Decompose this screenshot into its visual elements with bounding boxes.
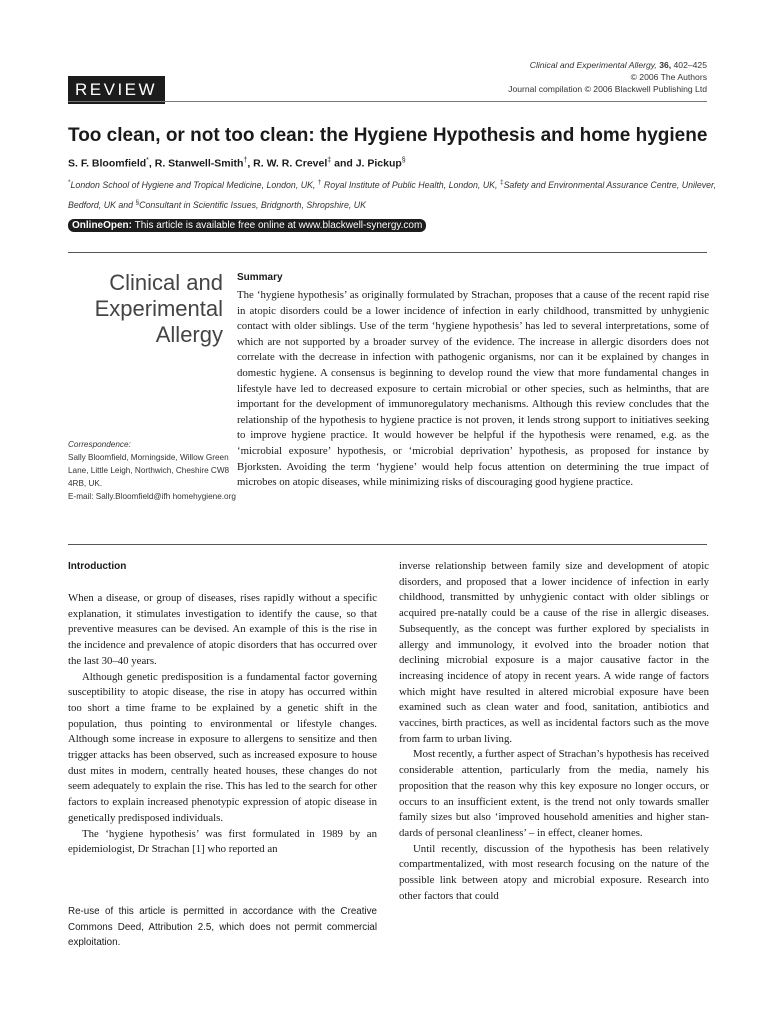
affil-mark: †	[317, 179, 322, 186]
right-column	[399, 559, 709, 904]
reuse-note: Re-use of this article is permitted in accordance with the Creative Commons Deed, Attribution 2.5, which does not permit commercial exploitation.	[68, 906, 377, 948]
author-list	[68, 157, 406, 170]
correspondence-email[interactable]: E-mail: Sally.Bloomfield@ifh homehygiene.org	[68, 492, 236, 501]
affil-text: Safety and Environmental Assurance Centre, Unilever, Bedford, UK and	[68, 179, 716, 210]
section-badge: REVIEW	[68, 76, 165, 104]
compilation-line: Journal compilation © 2006 Blackwell Publishing Ltd	[508, 84, 707, 94]
correspondence-block	[68, 438, 243, 503]
correspondence-label: Correspondence:	[68, 440, 131, 449]
journal-name-line: Clinical and	[109, 270, 223, 295]
affil-text: Consultant in Scientific Issues, Bridgnorth, Shropshire, UK	[139, 199, 366, 210]
summary-heading: Summary	[237, 272, 283, 283]
affil-text: London School of Hygiene and Tropical Medicine, London, UK,	[70, 179, 318, 190]
paragraph: inverse relationship between family size and development of atopic disorders, and proposed that a lower incidence of infection in early childhood, transmitted by unhygienic contact with older siblings or acquired pre-natally could be a cause of the rise in allergic diseases. Subsequently, as the concept was further explored by specialists in allergy and immunology, it evolved into the broader notion that declining microbial exposure is a major causative factor in the increasing incidence of atopy in recent years. A wide range of factors which might have resulted in altered microbial exposure have been examined such as clean water and food, sanitation, antibiotics and vaccines, birth practices, as well as incidental factors such as the move from farm to urban living.	[399, 560, 709, 745]
paragraph: The ‘hygiene hypothesis’ was first formulated in 1989 by an epidemiologist, Dr Strachan [1] who reported an	[68, 827, 377, 856]
header-divider	[68, 101, 707, 102]
introduction-heading: Introduction	[68, 561, 127, 572]
copyright-line: © 2006 The Authors	[630, 72, 707, 82]
journal-name-italic: Clinical and Experimental Allergy,	[529, 60, 657, 70]
author-mark: †	[243, 157, 248, 164]
author-mark: *	[146, 157, 149, 164]
article-title: Too clean, or not too clean: the Hygiene Hypothesis and home hygiene	[68, 125, 708, 146]
correspondence-address: Sally Bloomfield, Morningside, Willow Green Lane, Little Leigh, Northwich, Cheshire CW8 4RB, UK.	[68, 453, 230, 488]
author-name: , R. Stanwell-Smith	[148, 157, 244, 170]
author-name: S. F. Bloomfield	[68, 157, 147, 170]
paragraph: Although genetic predisposition is a fundamental factor governing susceptibility to atopic disease, the rise in atopy has occurred within too short a time frame to be explained by a genetic shift in the population, thus pointing to environmental or lifestyle changes. Although some increase in exposure to allergens to sensitize and then trigger attacks has been observed, such as increased exposure to house dust mites in modern, centrally heated houses, these changes do not seem adequately to explain the rise. This has led to the search for other factors to explain increased phenotypic expression of atopic disease in genetically predisposed individuals.	[68, 670, 377, 824]
journal-volume: 36,	[659, 60, 672, 70]
journal-name-line: Experimental	[94, 296, 223, 321]
affil-text: Royal Institute of Public Health, London, UK,	[321, 179, 500, 190]
paragraph: Most recently, a further aspect of Strachan’s hypothesis has received considerable attention, particularly from the media, namely his proposition that the reason why this key exposure no longer occurs, or occurs to an insufficient extent, is the trend not only towards smaller family sizes but also ‘improved household amenities and higher standards of personal cleanliness’ – in effect, cleaner homes.	[399, 748, 709, 839]
author-name: , R. W. R. Crevel	[247, 157, 328, 170]
section-divider	[68, 544, 707, 545]
paragraph: Until recently, discussion of the hypothesis has been relatively compartmentalized, with most research focusing on the nature of the possible link between atopy and microbial exposure. Research into other factors that could	[399, 842, 709, 902]
journal-logo-text	[68, 270, 223, 348]
left-column	[68, 591, 377, 858]
online-open-text: This article is available free online at www.blackwell-synergy.com	[132, 220, 423, 231]
summary-text: The ‘hygiene hypothesis’ as originally formulated by Strachan, proposes that a cause of the recent rapid rise in atopic disorders could be a lower incidence of infection in early childhood, transmitted by unhygienic contact with older siblings. Use of the term ‘hygiene hypothesis’ has led to several interpretations, some of which are not supported by a broader survey of the evidence. The increase in allergic disorders does not correlate with the decrease in infection with pathogenic organisms, nor can it be explained by changes in domestic hygiene. A consensus is beginning to develop round the view that more fundamental changes in lifestyle have led to decreased exposure to certain microbial or other species, such as helminths, that are important for the development of immunoregulatory mechanisms. Although this review concludes that the relationship of the hypothesis to hygiene practice is not proven, it lends strong support to initiatives seeking to improve hygiene practice. It would however be helpful if the hypothesis were renamed, e.g. as the ‘microbial exposure’ hypothesis, or ‘microbial deprivation’ hypothesis, as proposed for instance by Bjorksten. Avoiding the term ‘hygiene’ would help focus attention on determining the true impact of microbes on atopic diseases, while minimizing risks of discouraging good hygiene practice.	[237, 289, 709, 489]
journal-pages: 402–425	[673, 60, 707, 70]
author-name: and J. Pickup	[331, 157, 402, 170]
online-open-banner[interactable]	[68, 219, 426, 232]
section-divider	[68, 252, 707, 253]
author-mark: §	[401, 157, 406, 164]
journal-name-line: Allergy	[155, 322, 223, 347]
online-open-label: OnlineOpen:	[72, 220, 132, 231]
affiliations	[68, 174, 718, 214]
author-mark: ‡	[327, 157, 332, 164]
affil-mark: *	[68, 179, 71, 186]
journal-citation	[387, 59, 707, 95]
affil-mark: ‡	[499, 179, 504, 186]
paragraph: When a disease, or group of diseases, rises rapidly without a specific explanation, it stimulates investigation to identify the cause, so that preventive measures can be devised. An example of this is the rise in the incidence and prevalence of atopic disorders that has occurred over the last 30–40 years.	[68, 592, 377, 667]
affil-mark: §	[135, 198, 140, 206]
